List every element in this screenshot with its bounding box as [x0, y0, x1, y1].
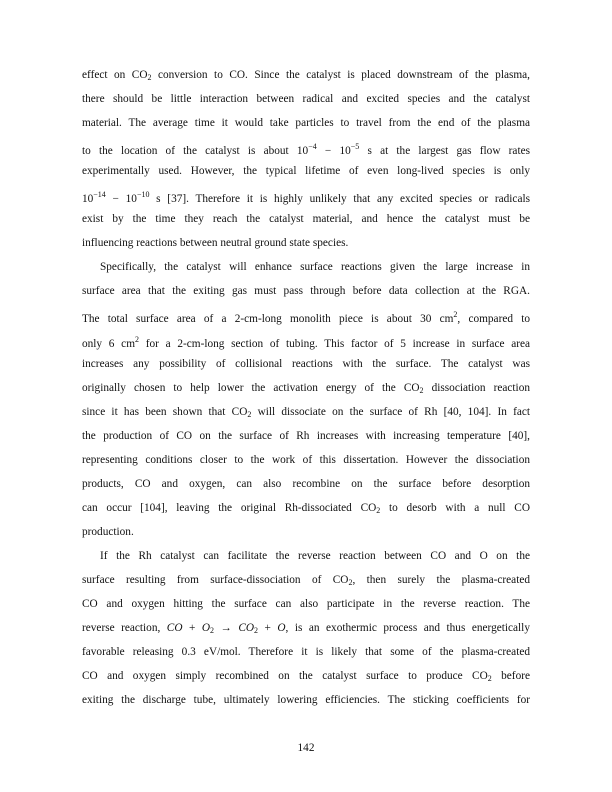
text-segment: s at the largest gas flow rates [359, 145, 530, 158]
text-segment: , then surely the plasma-created [352, 573, 530, 586]
text-line [82, 691, 530, 715]
text-segment: there should be little interaction between radical and excited species and the catalyst [82, 93, 530, 106]
text-segment: Specifically, the catalyst will enhance surface reactions given the large increase in [100, 261, 530, 274]
text-segment: surface area that the exiting gas must pass through before data collection at the RGA. [82, 285, 530, 298]
text-segment: + [258, 622, 278, 635]
text-segment: − 10 [316, 145, 351, 158]
text-line [82, 355, 530, 379]
text-segment: 2 [254, 626, 259, 636]
text-line [82, 234, 530, 258]
text-line [82, 619, 530, 643]
text-line [82, 162, 530, 186]
text-segment: CO and oxygen hitting the surface can also participate in the reverse reaction. The [82, 598, 530, 611]
text-line [82, 451, 530, 475]
text-line [82, 114, 530, 138]
text-segment: effect on CO [82, 69, 148, 81]
text-line [82, 90, 530, 114]
text-segment: 2 [135, 334, 139, 344]
text-segment: conversion to CO. Since the catalyst is placed downstream of the plasma, [151, 69, 531, 81]
text-segment: will dissociate on the surface of Rh [40, 104]. In fact [251, 405, 531, 418]
text-segment: exiting the discharge tube, ultimately lowering efficiencies. The sticking coefficients for [82, 694, 530, 707]
text-segment: material. The average time it would take particles to travel from the end of the plasma [82, 117, 530, 130]
text-segment: the production of CO on the surface of Rh increases with increasing temperature [40], [82, 429, 530, 442]
text-line [82, 306, 530, 330]
text-line [82, 595, 530, 619]
page-number: 142 [297, 742, 315, 754]
text-segment: −14 [93, 190, 106, 200]
text-segment: increases any possibility of collisional reactions with the surface. The catalyst was [82, 357, 530, 370]
text-line [82, 547, 530, 571]
text-segment: , is an exothermic process and thus energetically [285, 622, 530, 635]
text-segment: 2 [419, 385, 424, 395]
text-segment: representing conditions closer to the work of this dissertation. However the dissociation [82, 453, 530, 466]
text-segment: experimentally used. However, the typical lifetime of even long-lived species is only [82, 165, 530, 178]
text-segment: CO [166, 622, 183, 635]
text-segment: can occur [104], leaving the original Rh-dissociated CO [82, 501, 377, 514]
text-segment: 2 [376, 505, 381, 515]
body-text [82, 66, 530, 715]
text-segment: before [491, 670, 530, 683]
text-line [82, 571, 530, 595]
text-segment: CO [238, 622, 255, 635]
text-segment: −10 [136, 190, 150, 200]
text-line [82, 138, 530, 162]
text-line [82, 379, 530, 403]
text-segment: → [214, 622, 239, 635]
text-segment: products, CO and oxygen, can also recombine on the surface before desorption [82, 477, 530, 490]
text-segment: s [37]. Therefore it is highly unlikely that any excited species or radicals [149, 193, 530, 206]
text-segment: production. [82, 525, 134, 538]
text-segment: CO and oxygen simply recombined on the catalyst surface to produce CO [82, 670, 488, 683]
text-segment: O [277, 622, 286, 635]
text-line [82, 427, 530, 451]
text-segment: influencing reactions between neutral ground state species. [82, 237, 349, 250]
text-segment: to the location of the catalyst is about 10 [82, 145, 309, 158]
text-line [82, 403, 530, 427]
text-segment: since it has been shown that CO [82, 405, 248, 418]
text-segment: The total surface area of a 2-cm-long monolith piece is about 30 cm [82, 313, 454, 326]
text-segment: − 10 [105, 193, 137, 206]
text-line [82, 475, 530, 499]
text-segment: −4 [308, 142, 317, 152]
text-segment: 2 [210, 626, 215, 636]
text-line [82, 523, 530, 547]
text-segment: exist by the time they reach the catalyst material, and hence the catalyst must be [82, 213, 530, 226]
text-segment: originally chosen to help lower the activation energy of the CO [82, 381, 420, 394]
text-line [82, 66, 530, 90]
text-segment: for a 2-cm-long section of tubing. This factor of 5 increase in surface area [139, 337, 531, 350]
text-segment: + [182, 622, 202, 635]
text-segment: −5 [350, 142, 360, 152]
text-segment: O [201, 622, 211, 635]
text-line [82, 186, 530, 210]
text-segment: dissociation reaction [423, 381, 530, 394]
text-line [82, 258, 530, 282]
text-segment: reverse reaction, [82, 622, 167, 635]
text-segment: 10 [82, 193, 94, 206]
text-segment: If the Rh catalyst can facilitate the reverse reaction between CO and O on the [100, 549, 530, 562]
text-line [82, 331, 530, 355]
text-segment: 2 [247, 409, 252, 419]
text-line [82, 210, 530, 234]
text-segment: to desorb with a null CO [380, 501, 530, 514]
text-line [82, 499, 530, 523]
text-line [82, 643, 530, 667]
text-segment: surface resulting from surface-dissociation of CO [82, 573, 349, 586]
text-segment: only 6 cm [82, 337, 135, 350]
text-segment: 2 [348, 577, 353, 587]
text-segment: 2 [147, 73, 152, 82]
text-segment: favorable releasing 0.3 eV/mol. Therefore it is likely that some of the plasma-created [82, 646, 530, 659]
text-segment: 2 [487, 674, 492, 684]
text-line [82, 282, 530, 306]
text-segment: , compared to [457, 313, 530, 326]
text-segment: 2 [453, 310, 458, 320]
text-line [82, 667, 530, 691]
